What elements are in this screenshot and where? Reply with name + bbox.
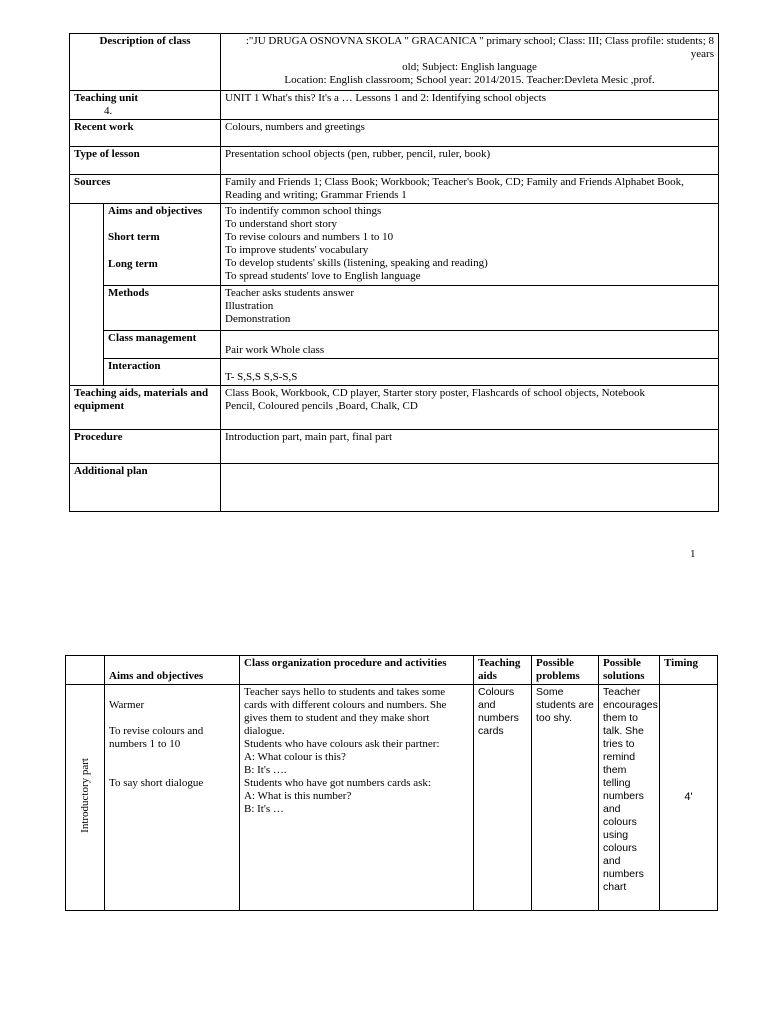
- header-problems: Possible problems: [532, 656, 599, 685]
- description-value: [221, 34, 719, 91]
- page-number: 1: [690, 548, 696, 560]
- sources-row: [70, 175, 719, 204]
- class-management-label: Class management: [104, 331, 221, 359]
- description-line1: :"JU DRUGA OSNOVNA SKOLA " GRACANICA " primary school; Class: III; Class profile: students; 8 years: [245, 35, 715, 60]
- teaching-aids-row: [70, 386, 719, 430]
- description-row: [70, 34, 719, 91]
- teaching-aids-label: Teaching aids, materials and equipment: [70, 386, 221, 430]
- activities-table: [65, 655, 718, 911]
- activity-timing: 4': [660, 685, 718, 911]
- methods-row: [70, 286, 719, 331]
- teaching-aids-line: Class Book, Workbook, CD player, Starter story poster, Flashcards of school objects, Notebook: [225, 387, 645, 399]
- activity-aids: Colours and numbers cards: [474, 685, 532, 911]
- interaction-row: [70, 359, 719, 386]
- aims-item: To develop students' skills (listening, speaking and reading): [225, 257, 488, 269]
- description-line3: Location: English classroom; School year: 2014/2015. Teacher:Devleta Mesic ,prof.: [284, 74, 655, 86]
- aims-item: To indentify common school things: [225, 205, 382, 217]
- type-of-lesson-value: Presentation school objects (pen, rubber, pencil, ruler, book): [221, 147, 719, 175]
- methods-item: Demonstration: [225, 313, 291, 325]
- teaching-aids-line: Pencil, Coloured pencils ,Board, Chalk, CD: [225, 400, 418, 412]
- header-aids: Teaching aids: [474, 656, 532, 685]
- short-term-label: Short term: [108, 231, 160, 243]
- sources-label: Sources: [70, 175, 221, 204]
- header-procedure: Class organization procedure and activities: [240, 656, 474, 685]
- additional-plan-label: Additional plan: [70, 464, 221, 512]
- procedure-line: B: It's …: [244, 803, 284, 815]
- methods-item: Teacher asks students answer: [225, 287, 355, 299]
- interaction-label: Interaction: [104, 359, 221, 386]
- aims-values: [221, 204, 719, 286]
- interaction-value: T- S,S,S S,S-S,S: [221, 359, 719, 386]
- aims-item: To spread students' love to English language: [225, 270, 421, 282]
- aims-label: Aims and objectives: [108, 205, 203, 217]
- activity-aims: [105, 685, 240, 911]
- teaching-unit-label: Teaching unit: [74, 92, 139, 104]
- procedure-line: B: It's ….: [244, 764, 287, 776]
- activity-solutions: Teacher encourages them to talk. She tries to remind them telling numbers and colours using colours and numbers chart: [599, 685, 660, 911]
- recent-work-value: Colours, numbers and greetings: [221, 120, 719, 147]
- procedure-line: Students who have colours ask their partner:: [244, 738, 440, 750]
- methods-label: Methods: [104, 286, 221, 331]
- sources-value: Family and Friends 1; Class Book; Workbook; Teacher's Book, CD; Family and Friends Alphabet Book, Reading and writing; Grammar Friends 1: [221, 175, 719, 204]
- description-line2: old; Subject: English language: [402, 61, 537, 73]
- header-timing: Timing: [660, 656, 718, 685]
- header-solutions: Possible solutions: [599, 656, 660, 685]
- activity-aim-item: To revise colours and numbers 1 to 10: [109, 725, 204, 750]
- procedure-line: A: What colour is this?: [244, 751, 346, 763]
- recent-work-row: [70, 120, 719, 147]
- header-part-cell: [66, 656, 105, 685]
- type-of-lesson-row: [70, 147, 719, 175]
- description-label: Description of class: [70, 34, 221, 91]
- aims-item: To improve students' vocabulary: [225, 244, 369, 256]
- teaching-unit-number: 4.: [104, 105, 113, 117]
- procedure-value: Introduction part, main part, final part: [221, 430, 719, 464]
- activity-procedure: [240, 685, 474, 911]
- activity-aim-item: Warmer: [109, 699, 145, 711]
- teaching-unit-cell: [70, 91, 221, 120]
- procedure-line: Students who have got numbers cards ask:: [244, 777, 431, 789]
- procedure-line: Teacher says hello to students and takes some cards with different colours and numbers. She gives them to student and they make short dialogue.: [244, 686, 447, 737]
- additional-plan-row: [70, 464, 719, 512]
- additional-plan-value: [221, 464, 719, 512]
- activity-problems: Some students are too shy.: [532, 685, 599, 911]
- activity-aim-item: To say short dialogue: [109, 777, 204, 789]
- procedure-line: A: What is this number?: [244, 790, 352, 802]
- procedure-label: Procedure: [70, 430, 221, 464]
- class-management-value: Pair work Whole class: [221, 331, 719, 359]
- methods-item: Illustration: [225, 300, 274, 312]
- teaching-unit-value: UNIT 1 What's this? It's a … Lessons 1 and 2: Identifying school objects: [221, 91, 719, 120]
- activities-header-row: [66, 656, 718, 685]
- recent-work-label: Recent work: [70, 120, 221, 147]
- teaching-unit-row: [70, 91, 719, 120]
- part-label-cell: [66, 685, 105, 911]
- methods-values: [221, 286, 719, 331]
- aims-label-cell: [104, 204, 221, 286]
- long-term-label: Long term: [108, 258, 158, 270]
- aims-item: To revise colours and numbers 1 to 10: [225, 231, 394, 243]
- aims-row: [70, 204, 719, 286]
- type-of-lesson-label: Type of lesson: [70, 147, 221, 175]
- lesson-plan-table: [69, 33, 719, 512]
- part-label: Introductory part: [78, 758, 91, 833]
- procedure-row: [70, 430, 719, 464]
- activity-row: [66, 685, 718, 911]
- teaching-aids-value: [221, 386, 719, 430]
- header-aims: Aims and objectives: [105, 656, 240, 685]
- blank-side-cell: [70, 204, 104, 386]
- class-management-row: [70, 331, 719, 359]
- aims-item: To understand short story: [225, 218, 337, 230]
